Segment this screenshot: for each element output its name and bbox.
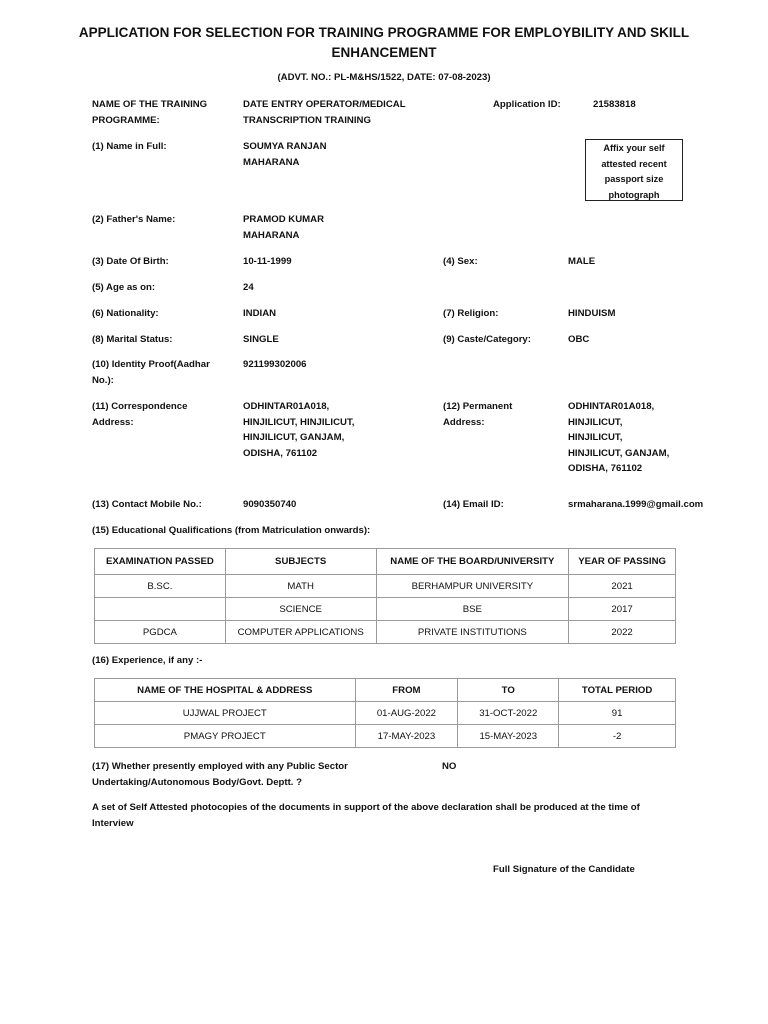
programme-label: NAME OF THE TRAINING PROGRAMME:: [92, 99, 208, 126]
correspondence-address-label: (11) Correspondence Address:: [92, 401, 188, 428]
signature-label: Full Signature of the Candidate: [493, 864, 635, 875]
education-col-header: YEAR OF PASSING: [569, 549, 676, 575]
email-label: (14) Email ID:: [443, 499, 504, 510]
nationality-value: INDIAN: [243, 308, 277, 319]
application-id-label: Application ID:: [493, 99, 561, 110]
education-header-row: [95, 549, 676, 575]
permanent-address-value: ODHINTAR01A018, HINJILICUT, HINJILICUT, HINJILICUT, GANJAM, ODISHA, 761102: [568, 401, 670, 474]
caste-label: (9) Caste/Category:: [443, 334, 531, 345]
education-heading: (15) Educational Qualifications (from Matriculation onwards):: [92, 525, 371, 536]
experience-col-header: NAME OF THE HOSPITAL & ADDRESS: [95, 679, 356, 702]
advt-number: (ADVT. NO.: PL-M&HS/1522, DATE: 07-08-2023): [277, 72, 491, 83]
religion-label: (7) Religion:: [443, 308, 499, 319]
table-cell: PRIVATE INSTITUTIONS: [376, 621, 569, 644]
mobile-label: (13) Contact Mobile No.:: [92, 499, 202, 510]
photo-placeholder-box: Affix your self attested recent passport size photograph: [585, 139, 683, 201]
table-cell: 01-AUG-2022: [355, 702, 458, 725]
table-cell: MATH: [225, 575, 376, 598]
application-id-value: 21583818: [593, 99, 636, 110]
sex-label: (4) Sex:: [443, 256, 478, 267]
experience-header-row: [95, 679, 676, 702]
table-row: [95, 702, 676, 725]
declaration-text: A set of Self Attested photocopies of the documents in support of the above declaration shall be produced at the time of Interview: [92, 802, 640, 829]
employment-question: (17) Whether presently employed with any Public Sector Undertaking/Autonomous Body/Govt. Deptt. ?: [92, 761, 348, 788]
table-cell: 15-MAY-2023: [458, 725, 559, 748]
father-name-label: (2) Father's Name:: [92, 214, 176, 225]
table-cell: BSE: [376, 598, 569, 621]
education-col-header: NAME OF THE BOARD/UNIVERSITY: [376, 549, 569, 575]
identity-proof-value: 921199302006: [243, 359, 307, 370]
dob-label: (3) Date Of Birth:: [92, 256, 169, 267]
table-cell: SCIENCE: [225, 598, 376, 621]
experience-col-header: TO: [458, 679, 559, 702]
name-label: (1) Name in Full:: [92, 141, 167, 152]
identity-proof-label: (10) Identity Proof(Aadhar No.):: [92, 359, 210, 386]
education-col-header: EXAMINATION PASSED: [95, 549, 226, 575]
table-cell: UJJWAL PROJECT: [95, 702, 356, 725]
experience-heading: (16) Experience, if any :-: [92, 655, 203, 666]
permanent-address-label: (12) Permanent Address:: [443, 401, 513, 428]
age-label: (5) Age as on:: [92, 282, 156, 293]
caste-value: OBC: [568, 334, 590, 345]
table-cell: PGDCA: [95, 621, 226, 644]
correspondence-address-value: ODHINTAR01A018, HINJILICUT, HINJILICUT, HINJILICUT, GANJAM, ODISHA, 761102: [243, 401, 355, 459]
table-cell: 31-OCT-2022: [458, 702, 559, 725]
table-row: [95, 621, 676, 644]
programme-value: DATE ENTRY OPERATOR/MEDICAL TRANSCRIPTION TRAINING: [243, 99, 406, 126]
table-cell: 2022: [569, 621, 676, 644]
name-value: SOUMYA RANJAN MAHARANA: [243, 141, 327, 168]
table-row: [95, 575, 676, 598]
marital-status-label: (8) Marital Status:: [92, 334, 173, 345]
table-cell: B.SC.: [95, 575, 226, 598]
form-title-line2: ENHANCEMENT: [331, 45, 437, 60]
table-cell: 2021: [569, 575, 676, 598]
education-col-header: SUBJECTS: [225, 549, 376, 575]
table-cell: PMAGY PROJECT: [95, 725, 356, 748]
table-cell: 2017: [569, 598, 676, 621]
sex-value: MALE: [568, 256, 596, 267]
experience-col-header: TOTAL PERIOD: [559, 679, 676, 702]
form-title-line1: APPLICATION FOR SELECTION FOR TRAINING PROGRAMME FOR EMPLOYBILITY AND SKILL: [78, 25, 690, 40]
nationality-label: (6) Nationality:: [92, 308, 159, 319]
mobile-value: 9090350740: [243, 499, 297, 510]
table-row: [95, 598, 676, 621]
table-cell: BERHAMPUR UNIVERSITY: [376, 575, 569, 598]
table-cell: COMPUTER APPLICATIONS: [225, 621, 376, 644]
religion-value: HINDUISM: [568, 308, 616, 319]
table-row: [95, 725, 676, 748]
age-value: 24: [243, 282, 254, 293]
dob-value: 10-11-1999: [243, 256, 292, 267]
experience-table: [94, 678, 676, 748]
table-cell: 17-MAY-2023: [355, 725, 458, 748]
father-name-value: PRAMOD KUMAR MAHARANA: [243, 214, 325, 241]
email-value: srmaharana.1999@gmail.com: [568, 499, 704, 510]
education-table: [94, 548, 676, 644]
experience-col-header: FROM: [355, 679, 458, 702]
table-cell: -2: [559, 725, 676, 748]
employment-answer: NO: [442, 761, 457, 772]
table-cell: [95, 598, 226, 621]
marital-status-value: SINGLE: [243, 334, 279, 345]
table-cell: 91: [559, 702, 676, 725]
